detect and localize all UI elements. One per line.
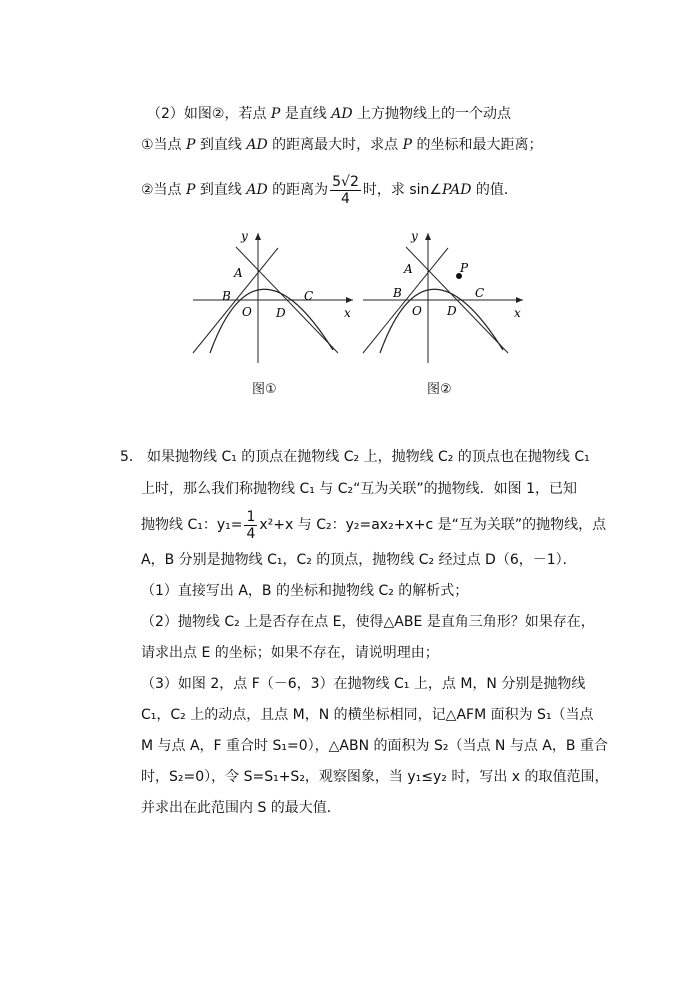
label-x: x: [344, 306, 351, 320]
label-D: D: [276, 306, 286, 320]
label-C: C: [304, 289, 314, 303]
label-D: D: [447, 304, 457, 318]
part2-intro: [147, 104, 511, 124]
problem5-line2: 上时，那么我们称抛物线 C₁ 与 C₂“互为关联”的抛物线．如图 1，已知: [141, 481, 577, 497]
text: 是直线: [280, 106, 332, 122]
text: 的坐标和最大距离；: [412, 137, 543, 153]
part2-question2: [141, 172, 518, 208]
var-P: P: [186, 137, 196, 153]
label-y: y: [411, 229, 418, 243]
var-AD: AD: [246, 182, 268, 198]
part2-question1: [141, 135, 542, 155]
figure-1-caption: 图①: [252, 382, 277, 397]
problem5-line6: （2）抛物线 C₂ 上是否存在点 E，使得△ABE 是直角三角形？如果存在，: [141, 614, 595, 630]
fraction: [330, 174, 361, 207]
label-B: B: [222, 289, 231, 303]
text: 上方抛物线上的一个动点: [352, 106, 512, 122]
var-P: P: [186, 182, 196, 198]
label-P: P: [460, 261, 469, 275]
text: 到直线: [195, 137, 247, 153]
y-axis-arrow: [425, 233, 431, 240]
label-A: A: [404, 262, 413, 276]
problem5-line3: [141, 507, 606, 543]
problem5-line4: A，B 分别是抛物线 C₁，C₂ 的顶点，抛物线 C₂ 经过点 D（6，－1）．: [141, 552, 577, 568]
problem5-number: 5．: [120, 449, 143, 465]
problem5-line5: （1）直接写出 A，B 的坐标和抛物线 C₂ 的解析式；: [141, 583, 469, 599]
var-P: P: [402, 137, 413, 153]
label-y: y: [241, 229, 248, 243]
problem5-line8: （3）如图 2，点 F（－6，3）在抛物线 C₁ 上，点 M，N 分别是抛物线: [141, 676, 586, 692]
var-AD: AD: [331, 106, 353, 122]
var-P: P: [270, 106, 281, 122]
problem5-line11: 时，S₂=0），令 S=S₁+S₂，观察图象，当 y₁≤y₂ 时，写出 x 的取值范围，: [141, 769, 609, 785]
figure-2-caption: 图②: [427, 382, 452, 397]
label-C: C: [475, 286, 485, 300]
text: 的距离最大时，求点: [267, 137, 403, 153]
problem5-line9: C₁，C₂ 上的动点，且点 M，N 的横坐标相同，记△AFM 面积为 S₁（当点: [141, 707, 594, 723]
problem5-line12: 并求出在此范围内 S 的最大值．: [141, 800, 341, 816]
text: x²+x 与 C₂：y₂=ax₂+x+c 是“互为关联”的抛物线，点: [259, 517, 607, 533]
text: ②当点: [141, 182, 187, 198]
fraction-denominator: 4: [341, 190, 350, 207]
var-PAD: PAD: [441, 182, 472, 198]
problem5-line7: 请求出点 E 的坐标；如果不存在，请说明理由；: [141, 645, 439, 661]
x-axis-arrow: [516, 297, 523, 303]
x-axis-arrow: [346, 297, 353, 303]
label-x: x: [514, 306, 521, 320]
text: 抛物线 C₁：y₁=: [141, 517, 243, 533]
figure-2: [358, 225, 528, 365]
text: 到直线: [195, 182, 247, 198]
text: ①当点: [141, 137, 187, 153]
fraction-denominator: 4: [246, 525, 256, 542]
y-axis-arrow: [255, 233, 261, 240]
label-B: B: [393, 286, 402, 300]
label-A: A: [234, 266, 243, 280]
problem5-line10: M 与点 A，F 重合时 S₁=0），△ABN 的面积为 S₂（当点 N 与点 A，B 重合: [141, 738, 608, 754]
text: 的距离为: [267, 182, 329, 198]
label-O: O: [412, 304, 422, 318]
label-O: O: [242, 305, 252, 319]
fraction-numerator: 1: [246, 508, 256, 525]
fraction: [244, 509, 257, 542]
text: （2）如图②，若点: [147, 106, 271, 122]
text: 的值．: [471, 182, 518, 198]
var-AD: AD: [246, 137, 268, 153]
fraction-numerator: 5√2: [332, 173, 359, 190]
problem5-line1: 如果抛物线 C₁ 的顶点在抛物线 C₂ 上，抛物线 C₂ 的顶点也在抛物线 C₁: [147, 449, 590, 465]
figure-1: [188, 225, 358, 365]
text: 时，求 sin∠: [362, 182, 442, 198]
